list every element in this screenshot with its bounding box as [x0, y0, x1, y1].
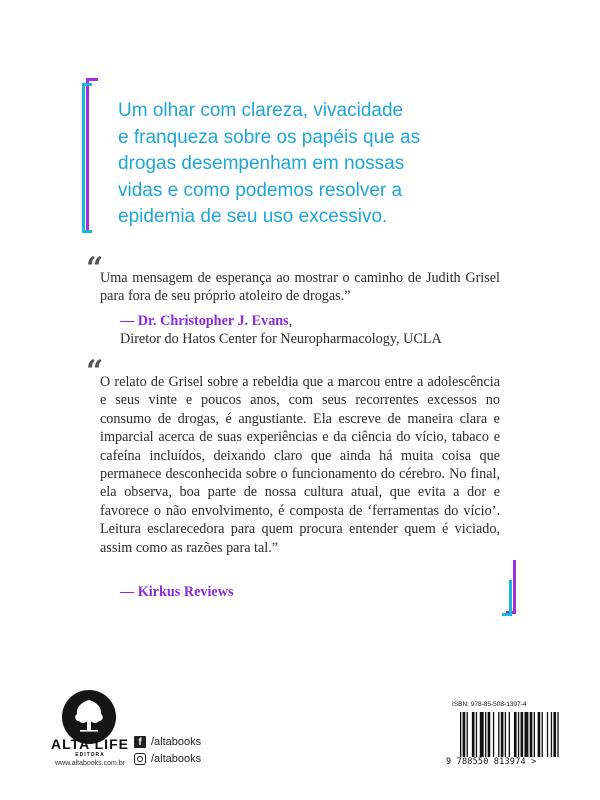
barcode-graphic — [460, 712, 560, 757]
intro-line: vidas e como podemos resolver a — [118, 179, 403, 201]
bracket-left-cyan — [82, 83, 92, 233]
quote-1-author-suffix: , — [288, 313, 293, 329]
isbn-label: ISBN: 978-85-508-1397-4 — [452, 701, 527, 708]
intro-blurb — [118, 98, 498, 231]
instagram-handle[interactable] — [134, 753, 201, 765]
quote-2-text: O relato de Grisel sobre a rebeldia que a marcou entre a adolescência e seus vinte e poucos anos, com seus recorrentes excessos no consumo de drogas, é angustiante. Ela escreve de maneira clara e imparcial acerca de suas experiências e da ciência do vício, tabaco e cafeína incluídos, deixando claro que ainda há muita coisa que permanece desconhecida sobre o funcionamento do cérebro. No final, ela observa, boa parte de nossa cultura atual, que evita a dor e favorece o não envolvimento, é composta de ‘ferramentas do vício’. Leitura esclarecedora para quem procura entender quem é viciado, assim como as razões para tal.” — [100, 374, 500, 556]
quote-mark-2: “ — [86, 354, 104, 389]
bracket-right-cyan — [502, 580, 512, 616]
intro-line: drogas desempenham em nossas — [118, 153, 405, 174]
quote-1-text: Uma mensagem de esperança ao mostrar o caminho de Judith Grisel para fora de seu próprio atoleiro de drogas.” — [100, 270, 500, 305]
facebook-handle[interactable] — [134, 736, 201, 748]
intro-line: Um olhar com clareza, vivacidade — [118, 100, 404, 121]
facebook-label: /altabooks — [151, 736, 202, 748]
quote-1-author: — Dr. Christopher J. Evans — [120, 313, 289, 329]
quote-1-role: Diretor do Hatos Center for Neuropharmacology, UCLA — [120, 331, 442, 347]
intro-line: e franqueza sobre os papéis que as — [118, 126, 421, 148]
quote-1-attribution — [120, 312, 292, 330]
facebook-icon: f — [134, 736, 146, 748]
brand-subtitle: EDITORA — [75, 752, 105, 758]
brand-name: ALTA LIFE — [51, 736, 129, 752]
instagram-icon — [134, 753, 146, 765]
quote-2-author: — Kirkus Reviews — [120, 584, 234, 600]
intro-line: epidemia de seu uso excessivo. — [118, 206, 388, 227]
barcode-digits: 9 788550 813974 > — [446, 757, 537, 767]
quote-mark-1: “ — [86, 251, 104, 286]
instagram-label: /altabooks — [151, 753, 202, 765]
website-link[interactable]: www.altabooks.com.br — [54, 760, 126, 767]
quote-2-attribution — [120, 583, 234, 601]
